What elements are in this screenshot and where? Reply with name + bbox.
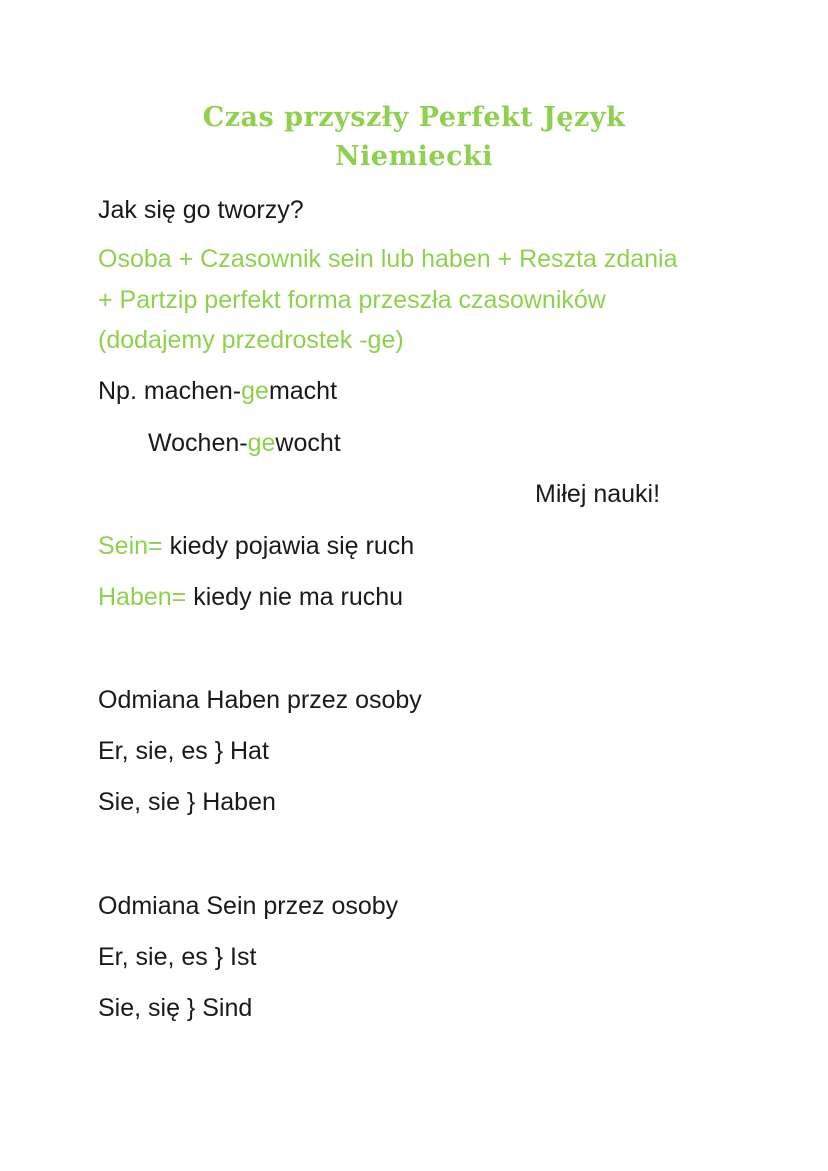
rule-sein: [98, 530, 414, 562]
example-2-highlight: ge: [247, 429, 276, 457]
rule-haben-text: kiedy nie ma ruchu: [186, 583, 404, 611]
page-title-line-2: Niemiecki: [334, 141, 494, 172]
haben-row-1: Er, sie, es } Hat: [98, 737, 269, 765]
sein-heading: Odmiana Sein przez osoby: [98, 892, 399, 920]
example-2-suffix: wocht: [275, 429, 341, 457]
example-1-suffix: macht: [268, 377, 338, 405]
example-2: [148, 427, 341, 459]
haben-heading: Odmiana Haben przez osoby: [98, 686, 422, 714]
haben-row-2: Sie, sie } Haben: [98, 788, 276, 816]
page-title: Czas przyszły Perfekt Język: [202, 102, 626, 133]
sein-row-2: Sie, się } Sind: [98, 994, 253, 1022]
rule-haben: [98, 581, 403, 613]
rule-haben-term: Haben=: [98, 583, 187, 611]
sein-row-1: Er, sie, es } Ist: [98, 943, 257, 971]
greeting-text: Miłej nauki!: [535, 480, 661, 508]
example-1: [98, 375, 337, 407]
example-1-prefix: Np. machen-: [98, 377, 242, 405]
example-1-highlight: ge: [241, 377, 269, 405]
formula-line-3: (dodajemy przedrostek -ge): [98, 326, 404, 354]
example-2-prefix: Wochen-: [148, 429, 248, 457]
formula-line-2: + Partzip perfekt forma przeszła czasowników: [98, 286, 606, 314]
formula-line-1: Osoba + Czasownik sein lub haben + Reszta zdania: [98, 245, 678, 273]
question-text: Jak się go tworzy?: [98, 196, 304, 224]
rule-sein-text: kiedy pojawia się ruch: [162, 532, 415, 560]
rule-sein-term: Sein=: [98, 532, 163, 560]
